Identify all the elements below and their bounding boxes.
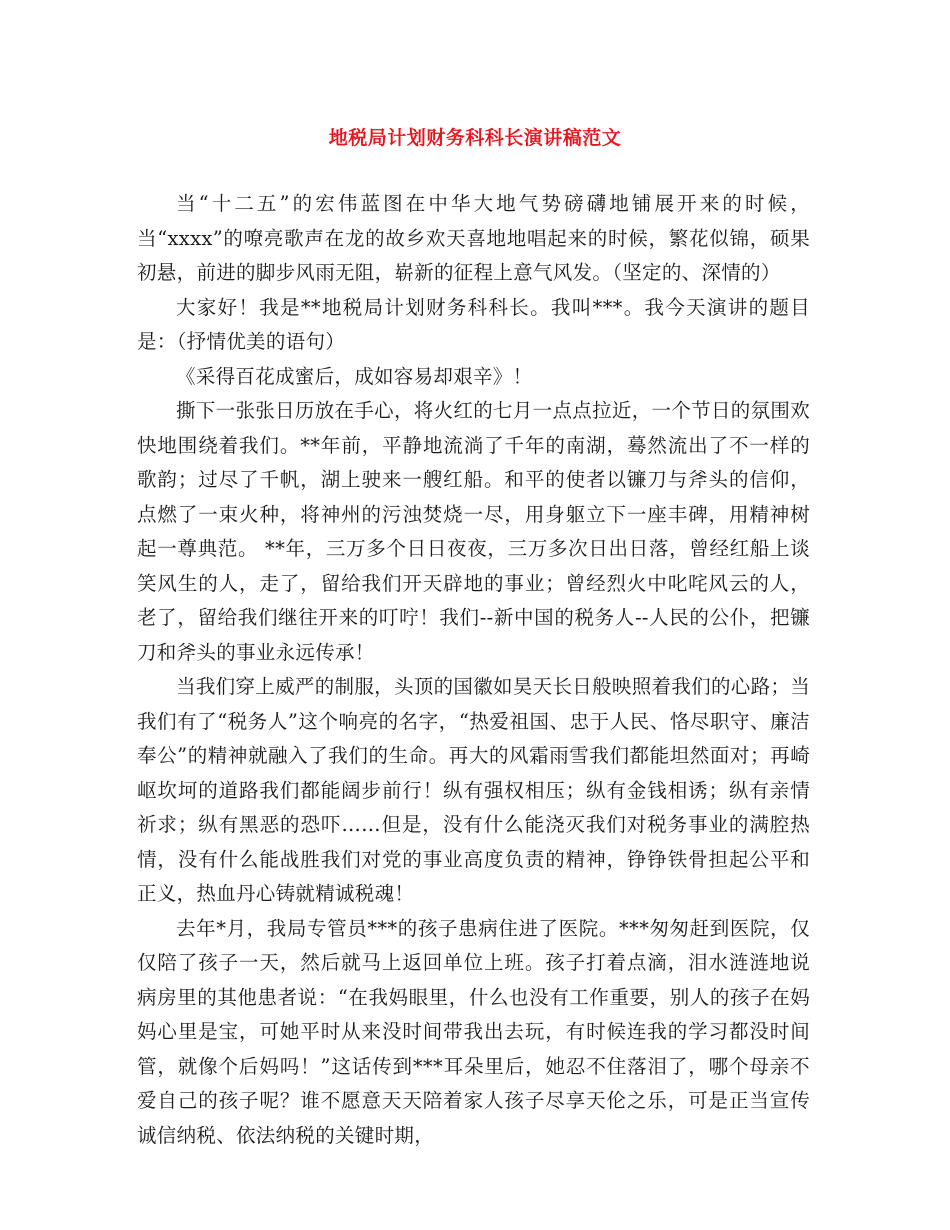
paragraph-opening: 当“十二五”的宏伟蓝图在中华大地气势磅礴地铺展开来的时候，当“xxxx”的嘹亮歌声在龙的故乡欢天喜地地唱起来的时候，繁花似锦，硕果初悬，前进的脚步风雨无阻，崭新的征程上意气风发。（坚定的、深情的）: [137, 192, 810, 284]
paragraph-tax-spirit: 当我们穿上威严的制服，头顶的国徽如昊天长日般映照着我们的心路；当我们有了“税务人”这个响亮的名字，“热爱祖国、忠于人民、恪尽职守、廉洁奉公”的精神就融入了我们的生命。再大的风霜雨雪我们都能坦然面对；再崎岖坎坷的道路我们都能阔步前行！纵有强权相压；纵有金钱相诱；纵有亲情祈求；纵有黑恶的恐吓……但是，没有什么能浇灭我们对税务事业的满腔热情，没有什么能战胜我们对党的事业高度负责的精神，铮铮铁骨担起公平和正义，热血丹心铸就精诚税魂！: [137, 675, 810, 905]
paragraph-story: 去年*月，我局专管员***的孩子患病住进了医院。***匆匆赶到医院，仅仅陪了孩子一天，然后就马上返回单位上班。孩子打着点滴，泪水涟涟地说病房里的其他患者说：“在我妈眼里，什么也没有工作重要，别人的孩子在妈妈心里是宝，可她平时从来没时间带我出去玩，有时候连我的学习都没时间管，就像个后妈吗！”这话传到***耳朵里后，她忍不住落泪了，哪个母亲不爱自己的孩子呢？谁不愿意天天陪着家人孩子尽享天伦之乐，可是正当宣传诚信纳税、依法纳税的关键时期，: [137, 916, 810, 1147]
document-body: [137, 187, 810, 1153]
document-title: 地税局计划财务科科长演讲稿范文: [328, 127, 622, 149]
paragraph-history: 撕下一张张日历放在手心，将火红的七月一点点拉近，一个节日的氛围欢快地围绕着我们。**年前，平静地流淌了千年的南湖，蓦然流出了不一样的歌韵；过尽了千帆，湖上驶来一艘红船。和平的使者以镰刀与斧头的信仰，点燃了一束火种，将神州的污浊焚烧一尽，用身躯立下一座丰碑，用精神树起一尊典范。 **年，三万多个日日夜夜，三万多次日出日落，曾经红船上谈笑风生的人，走了，留给我们开天辟地的事业；曾经烈火中叱咤风云的人，老了，留给我们继往开来的叮咛！我们--新中国的税务人--人民的公仆，把镰刀和斧头的事业永远传承！: [137, 399, 810, 664]
paragraph-greeting: 大家好！我是**地税局计划财务科科长。我叫***。我今天演讲的题目是：（抒情优美的语句）: [137, 295, 810, 353]
paragraph-speech-topic: 《采得百花成蜜后，成如容易却艰辛》！: [176, 364, 533, 388]
